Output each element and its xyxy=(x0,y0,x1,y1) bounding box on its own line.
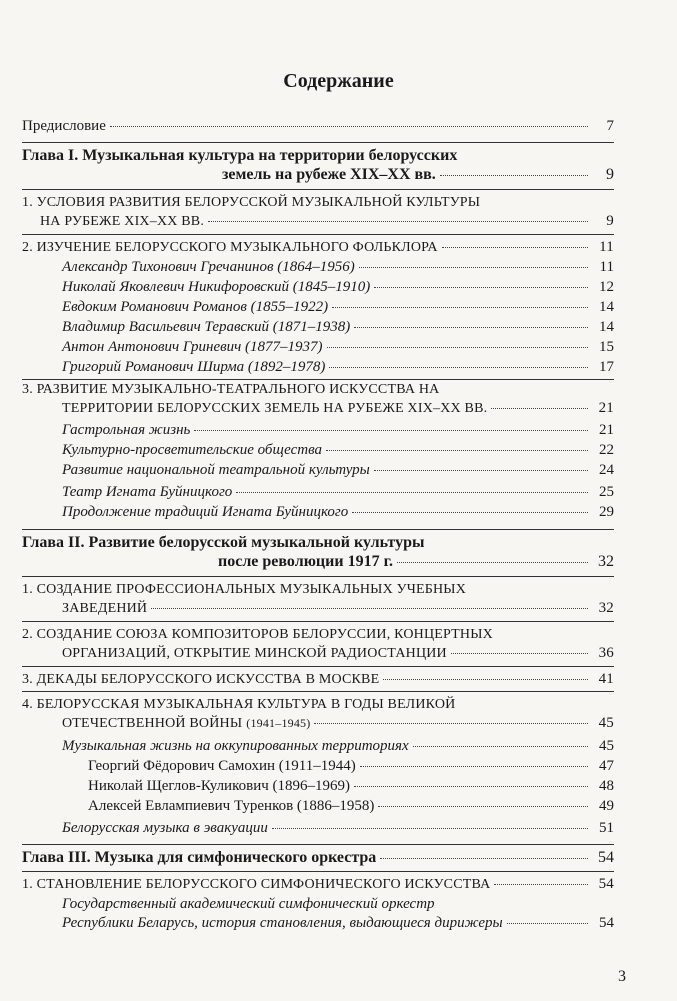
toc-item[interactable] xyxy=(62,278,614,297)
toc-item[interactable] xyxy=(62,258,614,277)
toc-text: 1. СОЗДАНИЕ ПРОФЕССИОНАЛЬНЫХ МУЗЫКАЛЬНЫХ УЧЕБНЫХ xyxy=(22,582,467,597)
divider xyxy=(22,691,614,692)
toc-page: 54 xyxy=(598,849,614,866)
toc-page: 45 xyxy=(599,738,614,754)
dot-leader xyxy=(491,408,588,409)
divider xyxy=(22,844,614,845)
toc-page: 47 xyxy=(599,758,614,774)
toc-text: ЗАВЕДЕНИЙ xyxy=(62,601,148,616)
dot-leader xyxy=(378,806,588,807)
toc-page: 32 xyxy=(598,600,614,616)
toc-text: Музыкальная жизнь на оккупированных территориях xyxy=(62,738,409,754)
toc-item[interactable] xyxy=(62,358,614,377)
toc-text: Глава II. Развитие белорусской музыкальной культуры xyxy=(22,534,425,551)
dot-leader xyxy=(442,247,588,248)
toc-page: 9 xyxy=(606,166,614,183)
dot-leader xyxy=(354,786,588,787)
toc-text: ТЕРРИТОРИИ БЕЛОРУССКИХ ЗЕМЕЛЬ НА РУБЕЖЕ XIX–XX ВВ. xyxy=(62,401,488,416)
toc-text: Алексей Евлампиевич Туренков (1886–1958) xyxy=(88,798,375,814)
toc-chapter-1[interactable] xyxy=(22,146,614,184)
toc-item[interactable] xyxy=(88,797,614,816)
toc-item[interactable] xyxy=(62,737,614,756)
toc-section-1-2[interactable] xyxy=(22,238,614,257)
toc-text: Григорий Романович Ширма (1892–1978) xyxy=(62,359,326,375)
toc-text: Белорусская музыка в эвакуации xyxy=(62,820,268,836)
divider xyxy=(22,666,614,667)
toc-page: 41 xyxy=(598,671,614,687)
dot-leader xyxy=(314,723,588,724)
toc-text: Антон Антонович Гриневич (1877–1937) xyxy=(62,339,323,355)
toc-item[interactable] xyxy=(62,461,614,480)
toc-text: Культурно-просветительские общества xyxy=(62,442,323,458)
dot-leader xyxy=(397,562,588,563)
toc-page: 51 xyxy=(599,820,614,836)
dot-leader xyxy=(110,126,588,127)
divider xyxy=(22,189,614,190)
toc-text: Предисловие xyxy=(22,118,106,134)
toc-text: Театр Игната Буйницкого xyxy=(62,484,233,500)
page-title: Содержание xyxy=(283,70,394,92)
toc-page: 29 xyxy=(599,504,614,520)
toc-text: Развитие национальной театральной культуры xyxy=(62,462,370,478)
page-number: 3 xyxy=(618,968,626,985)
toc-page: 14 xyxy=(599,299,614,315)
toc-years: (1941–1945) xyxy=(246,716,311,730)
dot-leader xyxy=(507,923,588,924)
toc-item[interactable] xyxy=(62,483,614,502)
dot-leader xyxy=(352,512,588,513)
dot-leader xyxy=(332,307,588,308)
toc-text: 4. БЕЛОРУССКАЯ МУЗЫКАЛЬНАЯ КУЛЬТУРА В ГОДЫ ВЕЛИКОЙ xyxy=(22,697,456,712)
dot-leader xyxy=(383,679,588,680)
toc-text: 3. ДЕКАДЫ БЕЛОРУССКОГО ИСКУССТВА В МОСКВЕ xyxy=(22,672,380,687)
toc-page: 24 xyxy=(599,462,614,478)
toc-page: 11 xyxy=(599,239,614,255)
dot-leader xyxy=(374,287,588,288)
dot-leader xyxy=(440,175,588,176)
toc-text: Республики Беларусь, история становления, выдающиеся дирижеры xyxy=(62,915,503,931)
toc-entry-preface[interactable] xyxy=(22,117,614,136)
toc-text: Николай Яковлевич Никифоровский (1845–1910) xyxy=(62,279,371,295)
toc-section-2-2[interactable] xyxy=(22,625,614,663)
toc-text: НА РУБЕЖЕ XIX–XX ВВ. xyxy=(40,214,205,229)
toc-item[interactable] xyxy=(62,318,614,337)
dot-leader xyxy=(326,450,588,451)
toc-page: 25 xyxy=(599,484,614,500)
toc-text: Глава III. Музыка для симфонического оркестра xyxy=(22,849,377,866)
toc-item[interactable] xyxy=(62,338,614,357)
divider xyxy=(22,576,614,577)
toc-page: 15 xyxy=(599,339,614,355)
toc-page: 49 xyxy=(599,798,614,814)
dot-leader xyxy=(360,766,588,767)
toc-item[interactable] xyxy=(62,819,614,838)
toc-page: 45 xyxy=(598,715,614,731)
dot-leader xyxy=(359,267,588,268)
toc-item[interactable] xyxy=(62,503,614,522)
dot-leader xyxy=(413,746,588,747)
toc-item[interactable] xyxy=(62,441,614,460)
toc-section-2-3[interactable] xyxy=(22,670,614,689)
toc-text: Александр Тихонович Гречанинов (1864–1956) xyxy=(62,259,355,275)
dot-leader xyxy=(194,430,588,431)
dot-leader xyxy=(494,884,588,885)
toc-item[interactable] xyxy=(62,298,614,317)
dot-leader xyxy=(151,608,588,609)
toc-section-2-1[interactable] xyxy=(22,580,614,618)
dot-leader xyxy=(451,653,588,654)
dot-leader xyxy=(380,858,588,859)
toc-text: Глава I. Музыкальная культура на территории белорусских xyxy=(22,147,458,164)
toc-text: ОТЕЧЕСТВЕННОЙ ВОЙНЫ xyxy=(62,716,243,731)
divider xyxy=(22,142,614,143)
divider xyxy=(22,621,614,622)
dot-leader xyxy=(208,221,588,222)
dot-leader xyxy=(329,367,588,368)
dot-leader xyxy=(272,828,588,829)
toc-page: 32 xyxy=(598,553,614,570)
divider xyxy=(22,234,614,235)
toc-item[interactable] xyxy=(62,421,614,440)
toc-page: 21 xyxy=(599,422,614,438)
dot-leader xyxy=(327,347,588,348)
toc-text: Гастрольная жизнь xyxy=(62,422,191,438)
toc-text: после революции 1917 г. xyxy=(218,553,394,570)
toc-text: Государственный академический симфонический оркестр xyxy=(62,896,435,912)
toc-text: Георгий Фёдорович Самохин (1911–1944) xyxy=(88,758,356,774)
toc-page: 48 xyxy=(599,778,614,794)
toc-page: 36 xyxy=(598,645,614,661)
toc-section-1-1[interactable] xyxy=(22,193,614,231)
toc-text: Продолжение традиций Игната Буйницкого xyxy=(62,504,349,520)
toc-section-2-4[interactable] xyxy=(22,695,614,733)
toc-chapter-2[interactable] xyxy=(22,533,614,571)
toc-text: 2. ИЗУЧЕНИЕ БЕЛОРУССКОГО МУЗЫКАЛЬНОГО ФОЛЬКЛОРА xyxy=(22,240,438,255)
toc-page: 7 xyxy=(606,118,614,134)
toc-text: Владимир Васильевич Теравский (1871–1938) xyxy=(62,319,351,335)
toc-text: 3. РАЗВИТИЕ МУЗЫКАЛЬНО-ТЕАТРАЛЬНОГО ИСКУССТВА НА xyxy=(22,382,440,397)
toc-page: 22 xyxy=(599,442,614,458)
toc-item[interactable] xyxy=(62,895,614,933)
toc-section-1-3[interactable] xyxy=(22,380,614,418)
divider xyxy=(22,871,614,872)
toc-item[interactable] xyxy=(88,757,614,776)
toc-chapter-3[interactable] xyxy=(22,848,614,867)
toc-page: 11 xyxy=(599,259,614,275)
toc-text: 2. СОЗДАНИЕ СОЮЗА КОМПОЗИТОРОВ БЕЛОРУССИИ, КОНЦЕРТНЫХ xyxy=(22,627,493,642)
toc-text: 1. СТАНОВЛЕНИЕ БЕЛОРУССКОГО СИМФОНИЧЕСКОГО ИСКУССТВА xyxy=(22,877,491,892)
toc-page: 54 xyxy=(598,876,614,892)
toc-item[interactable] xyxy=(88,777,614,796)
toc-text: Евдоким Романович Романов (1855–1922) xyxy=(62,299,329,315)
toc-page: 54 xyxy=(599,915,614,931)
toc-text: земель на рубеже XIX–XX вв. xyxy=(222,166,436,183)
toc-page: 12 xyxy=(599,279,614,295)
toc-page: 14 xyxy=(599,319,614,335)
toc-text: 1. УСЛОВИЯ РАЗВИТИЯ БЕЛОРУССКОЙ МУЗЫКАЛЬНОЙ КУЛЬТУРЫ xyxy=(22,195,481,210)
toc-text: Николай Щеглов-Куликович (1896–1969) xyxy=(88,778,351,794)
toc-text: ОРГАНИЗАЦИЙ, ОТКРЫТИЕ МИНСКОЙ РАДИОСТАНЦИИ xyxy=(62,646,447,661)
dot-leader xyxy=(374,470,588,471)
toc-page: 9 xyxy=(606,213,614,229)
toc-page: 17 xyxy=(599,359,614,375)
divider xyxy=(22,529,614,530)
dot-leader xyxy=(354,327,588,328)
toc-section-3-1[interactable] xyxy=(22,875,614,894)
dot-leader xyxy=(236,492,588,493)
toc-page: 21 xyxy=(598,400,614,416)
